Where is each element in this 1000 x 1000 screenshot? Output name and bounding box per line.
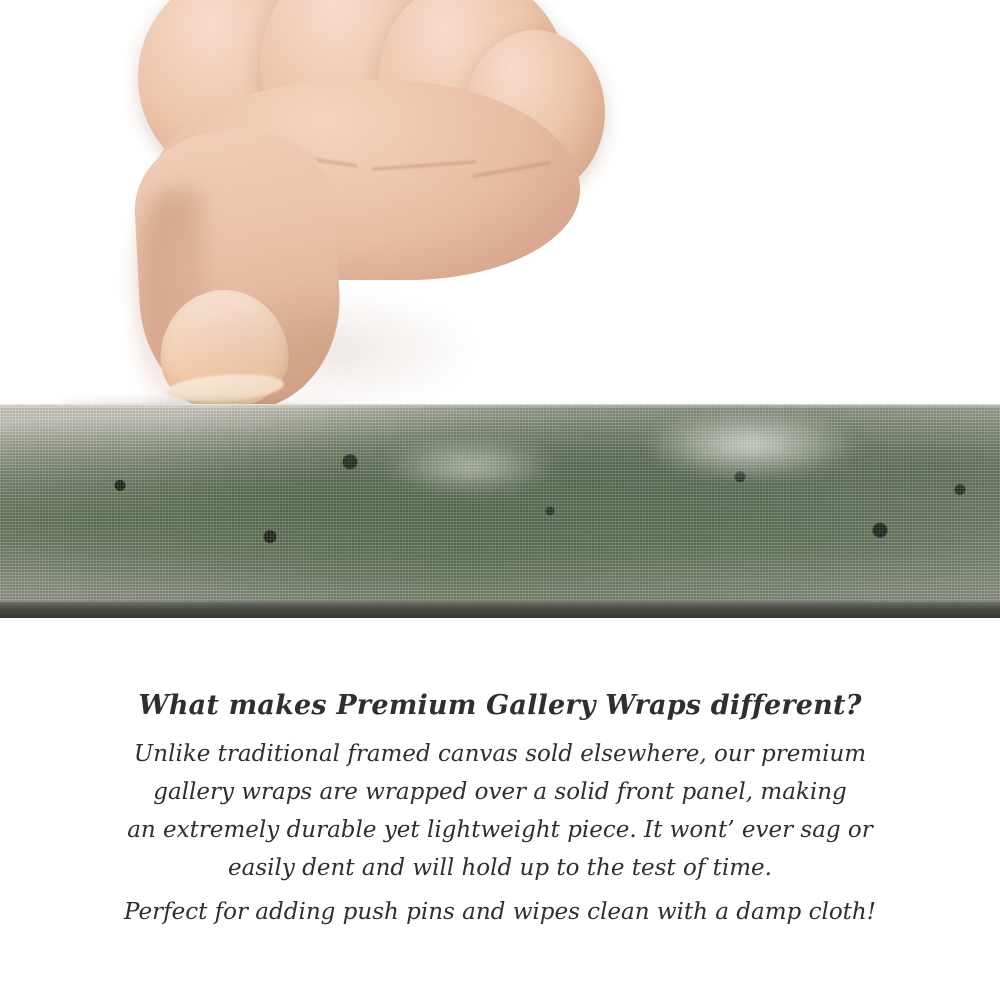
canvas-edge-strip [0, 404, 1000, 618]
canvas-highlight-center [380, 438, 560, 494]
caption-closing-line: Perfect for adding push pins and wipes clean with a damp cloth! [124, 899, 876, 925]
canvas-highlight-right [640, 410, 860, 480]
hand-illustration [120, 0, 590, 430]
canvas-bottom-edge [0, 602, 1000, 618]
caption-line-3: an extremely durable yet lightweight piece. It wont’ ever sag or [127, 817, 873, 843]
hand-soft-shadow [180, 290, 480, 410]
caption-line-1: Unlike traditional framed canvas sold elsewhere, our premium [133, 741, 867, 767]
caption-block [0, 690, 1000, 931]
caption-line-2: gallery wraps are wrapped over a solid front panel, making [153, 779, 847, 805]
canvas-top-edge [0, 404, 1000, 408]
caption-headline: What makes Premium Gallery Wraps different? [138, 690, 862, 721]
caption-line-4: easily dent and will hold up to the test of time. [228, 855, 772, 881]
